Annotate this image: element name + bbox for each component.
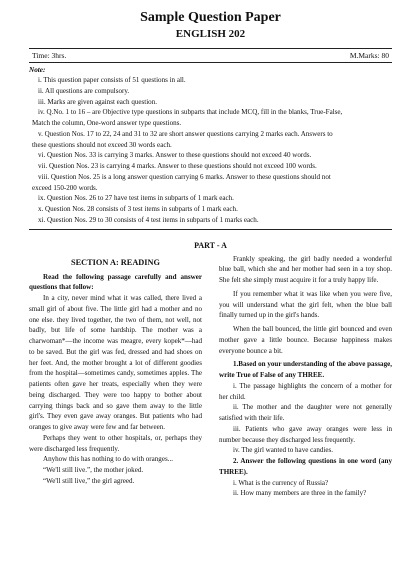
question-paper-page [0,10,416,565]
note-item: i. This question paper consists of 51 questions in all. [38,76,186,84]
question-item: iv. The girl wanted to have candies. [233,446,333,455]
note-item: ii. All questions are compulsory. [38,86,130,95]
note-item: iii. Marks are given against each question. [38,97,157,106]
note-item: v. Question Nos. 17 to 22, 24 and 31 to 32 are short answer questions carrying 2 marks each. Answers to [38,129,333,138]
question-item: iii. Patients who gave away oranges were less in number because they discharged less frequently. [219,424,392,444]
passage-line: Anyhow this has nothing to do with oranges... [43,455,173,464]
note-item: ix. Question Nos. 26 to 27 have test items in subparts of 1 mark each. [38,194,234,203]
note-item-continued: exceed 150-200 words. [32,183,98,192]
part-title: PART - A [194,240,227,250]
passage-instruction: Read the following passage carefully and answer questions that follow: [29,272,202,292]
paper-title: Sample Question Paper [140,10,281,25]
note-item: xi. Question Nos. 29 to 30 consists of 4 test items in subparts of 1 marks each. [38,215,259,224]
note-item: iv. Q.No. 1 to 16 – are Objective type questions in subparts that include MCQ, fill in the blanks, True-False, [38,108,343,117]
question-item: ii. How many members are three in the family? [233,489,367,498]
question-heading: 1.Based on your understanding of the above passage, write True of False of any THREE. [219,360,392,379]
passage-paragraph: In a city, never mind what it was called, there lived a small girl of about five. The little girl had a mother and no one else. they lived together, the two of them, not well, not badly, but life of some hardship. The mother was a charwoman*—the income was meagre, every kopek*—had to be saved. But the girl was fed, dressed and had shoes on her feet. And, the mother brought a lot of different goodies from the hospital—sometimes candy, sometimes apples. The patients often gave her treats, especially when they were being discharged. They were too happy to bother about carrying things back and so gave them away to the little girl's. They even gave away oranges. But patients who had oranges to give away were few and far between. [29,294,202,431]
passage-line: “We'll still live,” the girl agreed. [43,476,135,485]
note-item-continued: Match the column, One-word answer type questions. [32,119,182,127]
right-column [219,254,392,500]
left-column [29,254,202,500]
passage-paragraph: Frankly speaking, the girl badly needed a wonderful blue ball, which she and her mother had seen in a toy shop. She felt she simply must acquire it for a truly happy life. [219,254,392,284]
passage-line: “We'll still live.”, the mother joked. [43,466,144,474]
question-heading: 2. Answer the following questions in one word (any THREE). [219,457,392,476]
notes-list [29,75,392,226]
note-item: x. Question Nos. 28 consists of 3 test items in subparts of 1 mark each. [38,205,238,213]
paper-subtitle: ENGLISH 202 [175,28,246,40]
divider [29,229,392,230]
passage-paragraph: Perhaps they went to other hospitals, or, perhaps they were discharged less frequently. [29,433,202,453]
time-label: Time: 3hrs. [32,51,67,60]
passage-paragraph: When the ball bounced, the little girl bounced and even mother gave a little bounce. Because happiness makes everyone bounce a bit. [219,325,392,355]
two-column-body [29,254,392,500]
section-title: SECTION A: READING [71,257,160,267]
note-item: viii. Question Nos. 25 is a long answer question carrying 6 marks. Answer to these questions should not [38,172,331,181]
question-item: i. The passage highlights the concern of a mother for her child. [219,381,392,401]
note-heading: Note: [29,66,46,74]
meta-bar [29,48,392,63]
note-item: vii. Question Nos. 23 is carrying 4 marks. Answer to these questions should not exceed 100 words. [38,162,317,170]
question-item: i. What is the currency of Russia? [233,478,329,487]
question-item: ii. The mother and the daughter were not generally satisfied with their life. [219,403,392,422]
passage-paragraph: If you remember what it was like when you were five, you will understand what the girl felt, when the blue ball finally turned up in the girl's hands. [219,289,392,320]
marks-label: M.Marks: 80 [349,51,389,60]
note-item-continued: these questions should not exceed 30 words each. [32,140,172,149]
note-item: vi. Question Nos. 33 is carrying 3 marks. Answer to these questions should not exceed 40 words. [38,151,312,160]
